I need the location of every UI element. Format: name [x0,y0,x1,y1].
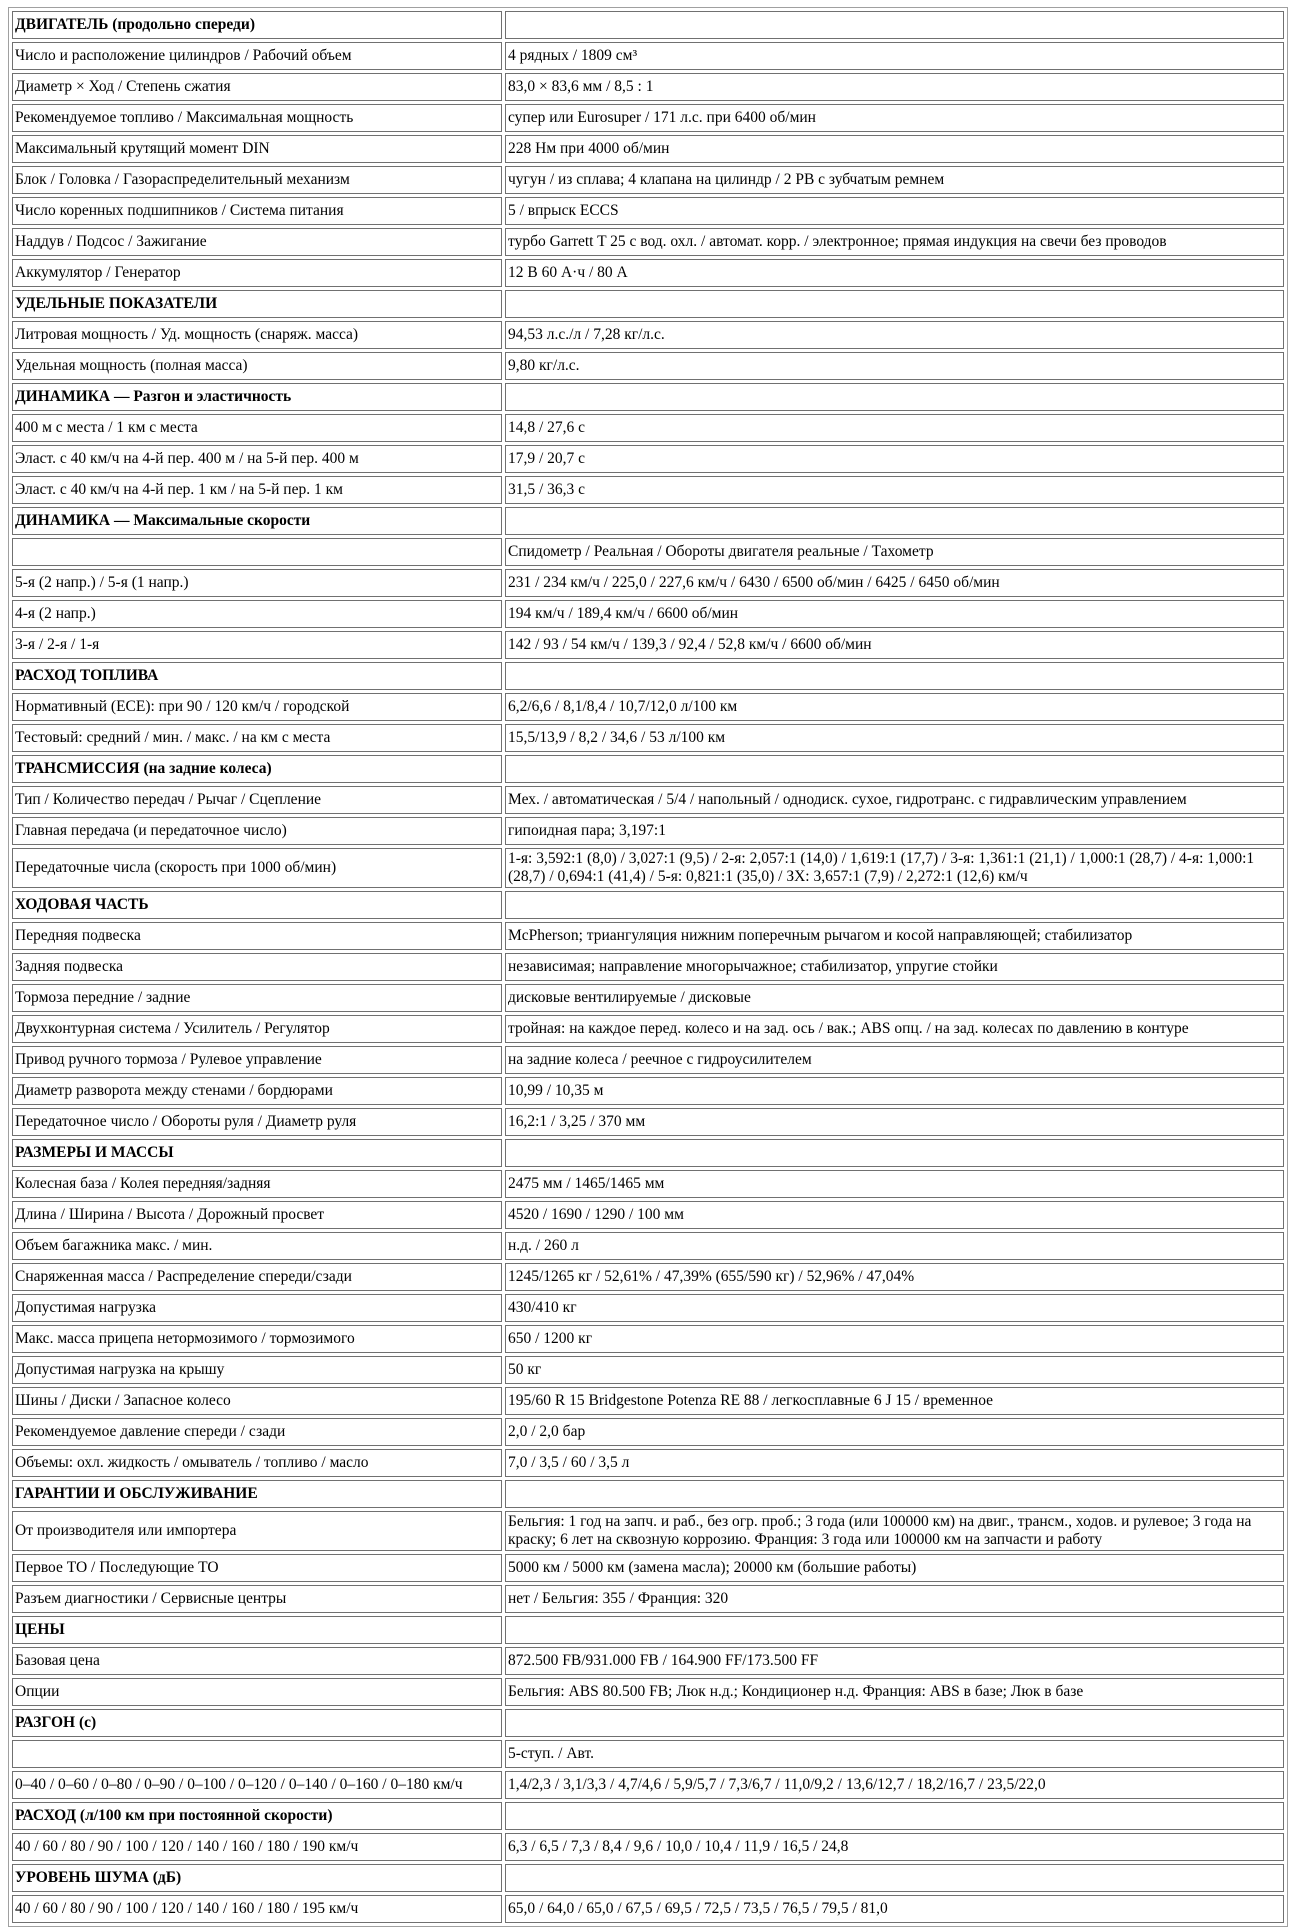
table-row [12,1387,1284,1415]
spec-value: 1,4/2,3 / 3,1/3,3 / 4,7/4,6 / 5,9/5,7 / 7,3/6,7 / 11,0/9,2 / 13,6/12,7 / 18,2/16,7 / 23,5/22,0 [505,1771,1284,1799]
table-row [12,1647,1284,1675]
spec-label: Нормативный (ECE): при 90 / 120 км/ч / городской [12,693,502,721]
spec-value: 94,53 л.с./л / 7,28 кг/л.с. [505,321,1284,349]
table-row [12,321,1284,349]
spec-label: Максимальный крутящий момент DIN [12,135,502,163]
spec-value: 430/410 кг [505,1294,1284,1322]
section-header-row [12,383,1284,411]
spec-value: 65,0 / 64,0 / 65,0 / 67,5 / 69,5 / 72,5 / 73,5 / 76,5 / 79,5 / 81,0 [505,1895,1284,1923]
section-title: УРОВЕНЬ ШУМА (дБ) [12,1864,502,1892]
spec-label [12,538,502,566]
spec-value: 6,2/6,6 / 8,1/8,4 / 10,7/12,0 л/100 км [505,693,1284,721]
spec-value [505,11,1284,39]
spec-value: гипоидная пара; 3,197:1 [505,817,1284,845]
spec-label: Разъем диагностики / Сервисные центры [12,1585,502,1613]
spec-label: Диаметр × Ход / Степень сжатия [12,73,502,101]
spec-label: Базовая цена [12,1647,502,1675]
table-row [12,1771,1284,1799]
spec-value [505,1616,1284,1644]
table-row [12,600,1284,628]
spec-label: Эласт. с 40 км/ч на 4-й пер. 1 км / на 5-й пер. 1 км [12,476,502,504]
spec-value: независимая; направление многорычажное; стабилизатор, упругие стойки [505,953,1284,981]
table-row [12,1740,1284,1768]
spec-label: Литровая мощность / Уд. мощность (снаряж. масса) [12,321,502,349]
spec-value [505,891,1284,919]
table-row [12,1325,1284,1353]
spec-value: McPherson; триангуляция нижним поперечным рычагом и косой направляющей; стабилизатор [505,922,1284,950]
spec-label: Шины / Диски / Запасное колесо [12,1387,502,1415]
section-title: РАСХОД ТОПЛИВА [12,662,502,690]
table-row [12,1511,1284,1551]
spec-value: 228 Нм при 4000 об/мин [505,135,1284,163]
table-row [12,1201,1284,1229]
spec-value [505,1864,1284,1892]
section-header-row [12,11,1284,39]
spec-value: 4 рядных / 1809 см³ [505,42,1284,70]
table-row [12,569,1284,597]
spec-label [12,1740,502,1768]
section-header-row [12,1802,1284,1830]
table-row [12,922,1284,950]
spec-label: Наддув / Подсос / Зажигание [12,228,502,256]
spec-value: Бельгия: 1 год на запч. и раб., без огр. проб.; 3 года (или 100000 км) на двиг., трансм., ходов. и рулевое; 3 года на краску; 6 лет на сквозную коррозию. Франция: 3 года или 100000 км на запчасти и работу [505,1511,1284,1551]
spec-label: 400 м с места / 1 км с места [12,414,502,442]
section-header-row [12,1480,1284,1508]
spec-value: 4520 / 1690 / 1290 / 100 мм [505,1201,1284,1229]
table-row [12,1263,1284,1291]
table-row [12,414,1284,442]
spec-value: н.д. / 260 л [505,1232,1284,1260]
spec-label: Допустимая нагрузка [12,1294,502,1322]
table-row [12,1294,1284,1322]
spec-label: Тестовый: средний / мин. / макс. / на км с места [12,724,502,752]
spec-label: Длина / Ширина / Высота / Дорожный просвет [12,1201,502,1229]
table-row [12,1418,1284,1446]
spec-label: Передаточное число / Обороты руля / Диаметр руля [12,1108,502,1136]
spec-label: Блок / Головка / Газораспределительный механизм [12,166,502,194]
table-row [12,1232,1284,1260]
table-row [12,135,1284,163]
spec-value: 5 / впрыск ECCS [505,197,1284,225]
section-header-row [12,290,1284,318]
table-row [12,848,1284,888]
section-header-row [12,662,1284,690]
table-row [12,538,1284,566]
spec-label: Удельная мощность (полная масса) [12,352,502,380]
section-title: РАСХОД (л/100 км при постоянной скорости) [12,1802,502,1830]
section-header-row [12,1616,1284,1644]
section-title: РАЗГОН (с) [12,1709,502,1737]
section-title: ЦЕНЫ [12,1616,502,1644]
table-row [12,631,1284,659]
table-row [12,693,1284,721]
spec-value [505,1709,1284,1737]
spec-label: Рекомендуемое давление спереди / сзади [12,1418,502,1446]
section-header-row [12,1709,1284,1737]
spec-value [505,290,1284,318]
spec-value [505,1802,1284,1830]
spec-value [505,755,1284,783]
spec-value: 12 В 60 А·ч / 80 А [505,259,1284,287]
spec-value: 16,2:1 / 3,25 / 370 мм [505,1108,1284,1136]
spec-value: нет / Бельгия: 355 / Франция: 320 [505,1585,1284,1613]
spec-value: 6,3 / 6,5 / 7,3 / 8,4 / 9,6 / 10,0 / 10,4 / 11,9 / 16,5 / 24,8 [505,1833,1284,1861]
table-row [12,984,1284,1012]
spec-table [8,7,1288,1927]
spec-label: От производителя или импортера [12,1511,502,1551]
spec-table-body [12,11,1284,1923]
spec-label: Снаряженная масса / Распределение спереди/сзади [12,1263,502,1291]
spec-value: на задние колеса / реечное с гидроусилителем [505,1046,1284,1074]
section-title: ДИНАМИКА — Разгон и эластичность [12,383,502,411]
spec-value: 2,0 / 2,0 бар [505,1418,1284,1446]
spec-value [505,383,1284,411]
table-row [12,1449,1284,1477]
spec-label: 3-я / 2-я / 1-я [12,631,502,659]
table-row [12,1015,1284,1043]
section-header-row [12,891,1284,919]
table-row [12,73,1284,101]
spec-value: тройная: на каждое перед. колесо и на зад. ось / вак.; ABS опц. / на зад. колесах по давлению в контуре [505,1015,1284,1043]
section-title: ДВИГАТЕЛЬ (продольно спереди) [12,11,502,39]
spec-value: 15,5/13,9 / 8,2 / 34,6 / 53 л/100 км [505,724,1284,752]
section-header-row [12,507,1284,535]
spec-value: 872.500 FB/931.000 FB / 164.900 FF/173.500 FF [505,1647,1284,1675]
table-row [12,953,1284,981]
spec-label: Привод ручного тормоза / Рулевое управление [12,1046,502,1074]
table-row [12,259,1284,287]
spec-label: 0–40 / 0–60 / 0–80 / 0–90 / 0–100 / 0–120 / 0–140 / 0–160 / 0–180 км/ч [12,1771,502,1799]
spec-label: Опции [12,1678,502,1706]
section-header-row [12,755,1284,783]
spec-label: 40 / 60 / 80 / 90 / 100 / 120 / 140 / 160 / 180 / 190 км/ч [12,1833,502,1861]
table-row [12,1356,1284,1384]
table-row [12,1833,1284,1861]
spec-value: 231 / 234 км/ч / 225,0 / 227,6 км/ч / 6430 / 6500 об/мин / 6425 / 6450 об/мин [505,569,1284,597]
table-row [12,1077,1284,1105]
table-row [12,1554,1284,1582]
spec-label: Передаточные числа (скорость при 1000 об/мин) [12,848,502,888]
spec-label: Допустимая нагрузка на крышу [12,1356,502,1384]
table-row [12,352,1284,380]
spec-value: 2475 мм / 1465/1465 мм [505,1170,1284,1198]
spec-value: 142 / 93 / 54 км/ч / 139,3 / 92,4 / 52,8 км/ч / 6600 об/мин [505,631,1284,659]
spec-value [505,1480,1284,1508]
spec-value: 1-я: 3,592:1 (8,0) / 3,027:1 (9,5) / 2-я: 2,057:1 (14,0) / 1,619:1 (17,7) / 3-я: 1,361:1 (21,1) / 1,000:1 (28,7) / 4-я: 1,000:1 (28,7) / 0,694:1 (41,4) / 5-я: 0,821:1 (35,0) / ЗХ: 3,657:1 (7,9) / 2,272:1 (12,6) км/ч [505,848,1284,888]
table-row [12,42,1284,70]
spec-label: Число коренных подшипников / Система питания [12,197,502,225]
spec-value [505,507,1284,535]
spec-label: Аккумулятор / Генератор [12,259,502,287]
spec-value: турбо Garrett T 25 с вод. охл. / автомат. корр. / электронное; прямая индукция на свечи без проводов [505,228,1284,256]
section-header-row [12,1864,1284,1892]
spec-value: супер или Eurosuper / 171 л.с. при 6400 об/мин [505,104,1284,132]
spec-value: 50 кг [505,1356,1284,1384]
spec-label: Диаметр разворота между стенами / бордюрами [12,1077,502,1105]
section-title: ХОДОВАЯ ЧАСТЬ [12,891,502,919]
spec-label: Объемы: охл. жидкость / омыватель / топливо / масло [12,1449,502,1477]
spec-value: 195/60 R 15 Bridgestone Potenza RE 88 / легкосплавные 6 J 15 / временное [505,1387,1284,1415]
table-row [12,1108,1284,1136]
table-row [12,197,1284,225]
table-row [12,817,1284,845]
table-row [12,1678,1284,1706]
spec-label: Макс. масса прицепа нетормозимого / тормозимого [12,1325,502,1353]
spec-value: дисковые вентилируемые / дисковые [505,984,1284,1012]
spec-value: Мех. / автоматическая / 5/4 / напольный / однодиск. сухое, гидротранс. с гидравлическим управлением [505,786,1284,814]
spec-label: Двухконтурная система / Усилитель / Регулятор [12,1015,502,1043]
spec-label: 4-я (2 напр.) [12,600,502,628]
section-title: ТРАНСМИССИЯ (на задние колеса) [12,755,502,783]
table-row [12,1895,1284,1923]
spec-value: 194 км/ч / 189,4 км/ч / 6600 об/мин [505,600,1284,628]
spec-value: 83,0 × 83,6 мм / 8,5 : 1 [505,73,1284,101]
table-row [12,1046,1284,1074]
spec-value [505,662,1284,690]
table-row [12,786,1284,814]
table-row [12,476,1284,504]
table-row [12,228,1284,256]
section-title: ГАРАНТИИ И ОБСЛУЖИВАНИЕ [12,1480,502,1508]
spec-label: Первое ТО / Последующие ТО [12,1554,502,1582]
spec-value: 650 / 1200 кг [505,1325,1284,1353]
spec-value: 1245/1265 кг / 52,61% / 47,39% (655/590 кг) / 52,96% / 47,04% [505,1263,1284,1291]
spec-label: Тормоза передние / задние [12,984,502,1012]
spec-label: 40 / 60 / 80 / 90 / 100 / 120 / 140 / 160 / 180 / 195 км/ч [12,1895,502,1923]
spec-label: Передняя подвеска [12,922,502,950]
spec-value: 14,8 / 27,6 с [505,414,1284,442]
table-row [12,104,1284,132]
spec-label: Задняя подвеска [12,953,502,981]
spec-value: 5000 км / 5000 км (замена масла); 20000 км (большие работы) [505,1554,1284,1582]
section-title: УДЕЛЬНЫЕ ПОКАЗАТЕЛИ [12,290,502,318]
spec-label: Тип / Количество передач / Рычаг / Сцепление [12,786,502,814]
spec-label: Объем багажника макс. / мин. [12,1232,502,1260]
spec-label: Эласт. с 40 км/ч на 4-й пер. 400 м / на 5-й пер. 400 м [12,445,502,473]
table-row [12,166,1284,194]
spec-value: 31,5 / 36,3 с [505,476,1284,504]
spec-label: Рекомендуемое топливо / Максимальная мощность [12,104,502,132]
spec-label: Главная передача (и передаточное число) [12,817,502,845]
spec-value: чугун / из сплава; 4 клапана на цилиндр / 2 РВ с зубчатым ремнем [505,166,1284,194]
spec-value: 5-ступ. / Авт. [505,1740,1284,1768]
table-row [12,1585,1284,1613]
spec-value: Спидометр / Реальная / Обороты двигателя реальные / Тахометр [505,538,1284,566]
spec-label: Колесная база / Колея передняя/задняя [12,1170,502,1198]
table-row [12,724,1284,752]
section-header-row [12,1139,1284,1167]
spec-value: 10,99 / 10,35 м [505,1077,1284,1105]
section-title: ДИНАМИКА — Максимальные скорости [12,507,502,535]
table-row [12,445,1284,473]
spec-value [505,1139,1284,1167]
spec-value: 7,0 / 3,5 / 60 / 3,5 л [505,1449,1284,1477]
spec-value: 17,9 / 20,7 с [505,445,1284,473]
spec-value: Бельгия: ABS 80.500 FB; Люк н.д.; Кондиционер н.д. Франция: ABS в базе; Люк в базе [505,1678,1284,1706]
table-row [12,1170,1284,1198]
spec-label: 5-я (2 напр.) / 5-я (1 напр.) [12,569,502,597]
spec-value: 9,80 кг/л.с. [505,352,1284,380]
spec-label: Число и расположение цилиндров / Рабочий объем [12,42,502,70]
section-title: РАЗМЕРЫ И МАССЫ [12,1139,502,1167]
